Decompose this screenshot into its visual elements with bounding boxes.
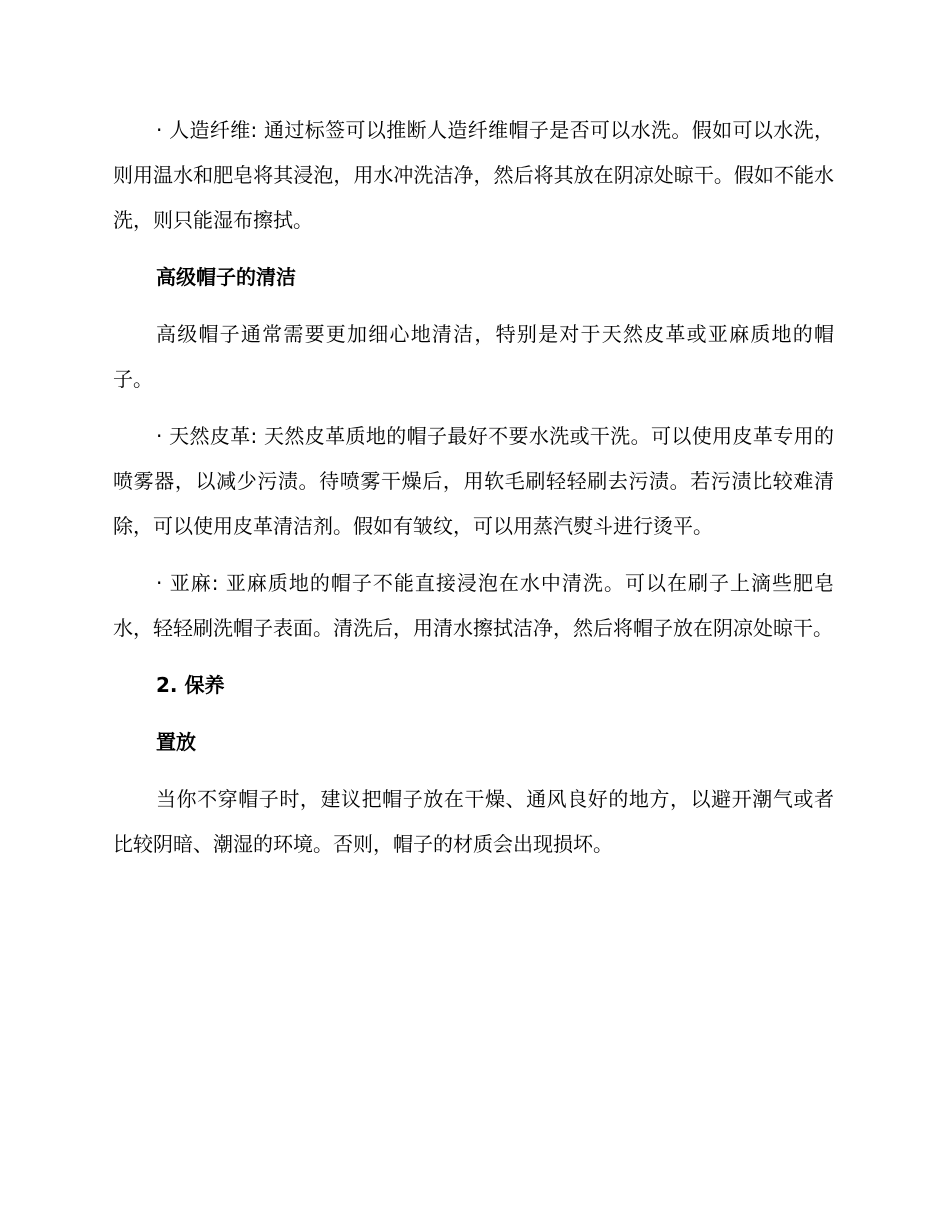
- heading-storage: 置放: [156, 730, 196, 754]
- paragraph-storage: 当你不穿帽子时，建议把帽子放在干燥、通风良好的地方，以避开潮气或者比较阴暗、潮湿的环境。否则，帽子的材质会出现损坏。: [113, 787, 834, 856]
- paragraph-synthetic-fiber: · 人造纤维: 通过标签可以推断人造纤维帽子是否可以水洗。假如可以水洗，则用温水和肥皂将其浸泡，用水冲洗洁净，然后将其放在阴凉处晾干。假如不能水洗，则只能湿布擦拭。: [113, 118, 834, 232]
- paragraph-premium-hat-intro: 高级帽子通常需要更加细心地清洁，特别是对于天然皮革或亚麻质地的帽子。: [113, 322, 834, 391]
- heading-premium-hat-cleaning: 高级帽子的清洁: [156, 265, 296, 289]
- heading-maintenance: 2. 保养: [156, 673, 225, 697]
- paragraph-natural-leather: · 天然皮革: 天然皮革质地的帽子最好不要水洗或干洗。可以使用皮革专用的喷雾器，以减少污渍。待喷雾干燥后，用软毛刷轻轻刷去污渍。若污渍比较难清除，可以使用皮革清洁剂。假如有皱纹，可以用蒸汽熨斗进行烫平。: [113, 424, 834, 538]
- paragraph-linen: · 亚麻: 亚麻质地的帽子不能直接浸泡在水中清洗。可以在刷子上滴些肥皂水，轻轻刷洗帽子表面。清洗后，用清水擦拭洁净，然后将帽子放在阴凉处晾干。: [113, 571, 834, 640]
